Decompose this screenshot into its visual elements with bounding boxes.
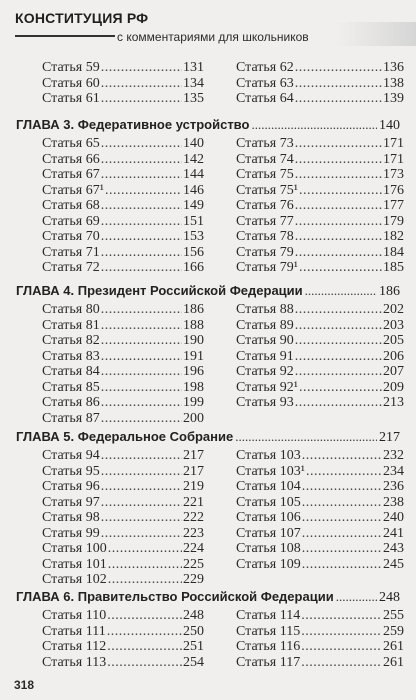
dot-leader [101, 510, 182, 525]
dot-leader [302, 479, 382, 494]
toc-entry [42, 655, 204, 670]
dot-leader [299, 380, 382, 395]
article-label: Статья 96 [42, 479, 100, 495]
article-label: Статья 67 [42, 167, 100, 183]
toc-entry [236, 464, 404, 479]
article-label: Статья 104 [236, 479, 301, 495]
dot-leader [301, 608, 382, 623]
toc-entry [236, 136, 404, 151]
article-page: 190 [183, 333, 204, 349]
running-header [0, 0, 416, 54]
dot-leader [101, 229, 182, 244]
article-label: Статья 79 [236, 244, 294, 260]
article-label: Статья 111 [42, 623, 106, 639]
article-page: 171 [383, 151, 404, 167]
article-page: 236 [383, 479, 404, 495]
header-shade [336, 22, 416, 46]
article-page: 146 [183, 182, 204, 198]
article-label: Статья 83 [42, 348, 100, 364]
article-page: 240 [383, 510, 404, 526]
dot-leader [306, 464, 382, 479]
article-page: 225 [183, 556, 204, 572]
toc-entry [236, 214, 404, 229]
article-label: Статья 105 [236, 494, 301, 510]
article-label: Статья 63 [236, 75, 294, 91]
dot-leader [101, 349, 182, 364]
article-page: 209 [383, 379, 404, 395]
book-title: КОНСТИТУЦИЯ РФ [15, 10, 149, 26]
article-label: Статья 92 [236, 364, 294, 380]
dot-leader [295, 229, 382, 244]
toc-entry [42, 557, 204, 572]
article-label: Статья 103 [236, 448, 301, 463]
dot-leader [295, 76, 382, 91]
article-page: 136 [383, 60, 404, 75]
dot-leader [251, 116, 377, 133]
toc-entry [42, 214, 204, 229]
toc-entry [42, 167, 204, 182]
page-number: 318 [14, 678, 35, 692]
dot-leader [295, 152, 382, 167]
dot-leader [302, 541, 382, 556]
dot-leader [101, 380, 182, 395]
article-label: Статья 98 [42, 510, 100, 526]
dot-leader [101, 60, 182, 75]
dot-leader [305, 282, 377, 299]
dot-leader [295, 60, 382, 75]
toc-entry [236, 624, 404, 639]
dot-leader [302, 495, 382, 510]
article-label: Статья 79¹ [236, 260, 298, 276]
article-page: 206 [383, 348, 404, 364]
article-page: 222 [183, 510, 204, 526]
chapter-page: 140 [379, 118, 400, 133]
toc-entry [236, 479, 404, 494]
article-label: Статья 112 [42, 639, 107, 655]
article-page: 196 [183, 364, 204, 380]
article-page: 248 [183, 608, 204, 623]
toc-entry [236, 260, 404, 275]
header-rule [15, 35, 115, 37]
article-page: 243 [383, 541, 404, 557]
article-page: 149 [183, 198, 204, 214]
dot-leader [295, 167, 382, 182]
toc-entry [236, 495, 404, 510]
article-label: Статья 74 [236, 151, 294, 167]
dot-leader [101, 318, 182, 333]
chapter-page: 248 [379, 590, 400, 605]
article-label: Статья 66 [42, 151, 100, 167]
toc-entry [42, 245, 204, 260]
chapter-title: ГЛАВА 5. Федеральное Собрание [16, 429, 234, 444]
article-page: 131 [183, 60, 204, 75]
toc-entry [42, 349, 204, 364]
toc-entry [42, 608, 204, 623]
toc-entry [236, 395, 404, 410]
article-page: 144 [183, 167, 204, 183]
toc-entry [42, 364, 204, 379]
dot-leader [302, 510, 382, 525]
article-page: 191 [183, 348, 204, 364]
article-page: 224 [183, 541, 204, 557]
article-page: 261 [383, 639, 404, 655]
article-label: Статья 106 [236, 510, 301, 526]
dot-leader [107, 624, 182, 639]
dot-leader [302, 526, 382, 541]
article-label: Статья 60 [42, 75, 100, 91]
article-label: Статья 77 [236, 213, 294, 229]
chapter-page: 186 [379, 284, 400, 299]
toc-entry [236, 91, 404, 106]
toc-entry [236, 229, 404, 244]
article-page: 188 [183, 317, 204, 333]
toc-entry [42, 183, 204, 198]
article-label: Статья 102 [42, 572, 107, 588]
dot-leader [301, 639, 382, 654]
article-page: 205 [383, 333, 404, 349]
article-label: Статья 88 [236, 302, 294, 317]
article-page: 198 [183, 379, 204, 395]
article-label: Статья 99 [42, 525, 100, 541]
article-page: 166 [183, 260, 204, 276]
article-page: 199 [183, 395, 204, 411]
article-label: Статья 107 [236, 525, 301, 541]
article-page: 219 [183, 479, 204, 495]
article-label: Статья 67¹ [42, 182, 104, 198]
article-label: Статья 85 [42, 379, 100, 395]
article-label: Статья 73 [236, 136, 294, 151]
article-page: 176 [383, 182, 404, 198]
dot-leader [101, 260, 182, 275]
toc-entry [42, 260, 204, 275]
article-label: Статья 71 [42, 244, 100, 260]
article-page: 171 [383, 136, 404, 151]
chapter-heading [16, 588, 400, 605]
article-label: Статья 108 [236, 541, 301, 557]
article-label: Статья 78 [236, 229, 294, 245]
dot-leader [101, 302, 182, 317]
article-label: Статья 72 [42, 260, 100, 276]
dot-leader [101, 411, 182, 426]
article-page: 238 [383, 494, 404, 510]
dot-leader [101, 526, 182, 541]
article-label: Статья 90 [236, 333, 294, 349]
dot-leader [299, 183, 382, 198]
article-page: 245 [383, 556, 404, 572]
article-label: Статья 81 [42, 317, 100, 333]
chapter-heading [16, 428, 400, 445]
article-label: Статья 103¹ [236, 463, 305, 479]
dot-leader [295, 136, 382, 151]
dot-leader [101, 136, 182, 151]
dot-leader [107, 639, 182, 654]
dot-leader [295, 333, 382, 348]
article-page: 203 [383, 317, 404, 333]
toc-entry [236, 349, 404, 364]
article-page: 261 [383, 654, 404, 670]
article-page: 217 [183, 448, 204, 463]
article-label: Статья 116 [236, 639, 301, 655]
chapter-heading [16, 116, 400, 133]
toc-entry [236, 526, 404, 541]
dot-leader [101, 245, 182, 260]
dot-leader [295, 349, 382, 364]
toc-entry [236, 510, 404, 525]
toc-entry [236, 541, 404, 556]
dot-leader [101, 464, 182, 479]
article-page: 200 [183, 410, 204, 426]
toc-entry [236, 167, 404, 182]
toc-entry [42, 198, 204, 213]
article-page: 259 [383, 623, 404, 639]
toc-entry [236, 152, 404, 167]
dot-leader [107, 608, 182, 623]
toc-entry [42, 526, 204, 541]
article-label: Статья 91 [236, 348, 294, 364]
article-page: 232 [383, 448, 404, 463]
article-page: 254 [183, 654, 204, 670]
dot-leader [101, 395, 182, 410]
article-label: Статья 64 [236, 91, 294, 107]
toc-entry [42, 541, 204, 556]
dot-leader [336, 588, 377, 605]
article-page: 153 [183, 229, 204, 245]
article-label: Статья 84 [42, 364, 100, 380]
article-page: 223 [183, 525, 204, 541]
dot-leader [301, 624, 382, 639]
dot-leader [295, 364, 382, 379]
dot-leader [108, 572, 182, 587]
article-page: 177 [383, 198, 404, 214]
toc-entry [236, 76, 404, 91]
dot-leader [101, 198, 182, 213]
article-label: Статья 97 [42, 494, 100, 510]
toc-entry [236, 302, 404, 317]
article-page: 173 [383, 167, 404, 183]
article-page: 184 [383, 244, 404, 260]
book-subtitle: с комментариями для школьников [117, 30, 309, 44]
toc-entry [236, 655, 404, 670]
article-page: 182 [383, 229, 404, 245]
toc-entry [42, 464, 204, 479]
dot-leader [295, 198, 382, 213]
toc-entry [42, 448, 204, 463]
article-label: Статья 95 [42, 463, 100, 479]
dot-leader [105, 183, 182, 198]
dot-leader [295, 214, 382, 229]
toc-entry [42, 395, 204, 410]
article-label: Статья 94 [42, 448, 100, 463]
article-page: 251 [183, 639, 204, 655]
article-page: 207 [383, 364, 404, 380]
article-label: Статья 114 [236, 608, 301, 623]
article-label: Статья 89 [236, 317, 294, 333]
article-page: 135 [183, 91, 204, 107]
dot-leader [101, 76, 182, 91]
toc-entry [236, 198, 404, 213]
toc-entry [42, 152, 204, 167]
article-page: 255 [383, 608, 404, 623]
article-label: Статья 69 [42, 213, 100, 229]
article-label: Статья 82 [42, 333, 100, 349]
article-label: Статья 100 [42, 541, 107, 557]
dot-leader [101, 167, 182, 182]
dot-leader [101, 479, 182, 494]
article-page: 139 [383, 91, 404, 107]
toc-entry [42, 572, 204, 587]
article-label: Статья 115 [236, 623, 301, 639]
article-page: 234 [383, 463, 404, 479]
article-page: 250 [183, 623, 204, 639]
article-label: Статья 113 [42, 654, 107, 670]
dot-leader [101, 152, 182, 167]
toc-entry [42, 91, 204, 106]
article-label: Статья 70 [42, 229, 100, 245]
article-label: Статья 75¹ [236, 182, 298, 198]
toc-entry [42, 136, 204, 151]
article-label: Статья 68 [42, 198, 100, 214]
dot-leader [101, 448, 182, 463]
toc-entry [236, 380, 404, 395]
dot-leader [295, 245, 382, 260]
dot-leader [299, 260, 382, 275]
article-label: Статья 109 [236, 556, 301, 572]
toc-entry [42, 510, 204, 525]
toc-entry [236, 448, 404, 463]
dot-leader [302, 448, 382, 463]
toc-entry [42, 639, 204, 654]
article-page: 202 [383, 302, 404, 317]
article-label: Статья 75 [236, 167, 294, 183]
article-page: 186 [183, 302, 204, 317]
toc-entry [236, 245, 404, 260]
article-page: 241 [383, 525, 404, 541]
article-label: Статья 86 [42, 395, 100, 411]
toc-entry [42, 479, 204, 494]
article-label: Статья 59 [42, 60, 100, 75]
toc-entry [42, 229, 204, 244]
article-page: 151 [183, 213, 204, 229]
article-page: 217 [183, 463, 204, 479]
dot-leader [101, 364, 182, 379]
article-page: 138 [383, 75, 404, 91]
toc-entry [42, 624, 204, 639]
article-label: Статья 117 [236, 654, 301, 670]
chapter-page: 217 [379, 430, 400, 445]
article-page: 221 [183, 494, 204, 510]
toc-entry [236, 333, 404, 348]
article-page: 142 [183, 151, 204, 167]
toc-entry [236, 639, 404, 654]
dot-leader [101, 495, 182, 510]
dot-leader [107, 655, 182, 670]
chapter-heading [16, 282, 400, 299]
chapter-title: ГЛАВА 4. Президент Российской Федерации [16, 283, 303, 298]
dot-leader [295, 318, 382, 333]
article-label: Статья 93 [236, 395, 294, 411]
chapter-title: ГЛАВА 6. Правительство Российской Федерации [16, 589, 334, 604]
dot-leader [108, 541, 182, 556]
article-page: 185 [383, 260, 404, 276]
toc-entry [42, 380, 204, 395]
toc-entry [236, 60, 404, 75]
dot-leader [295, 302, 382, 317]
dot-leader [301, 655, 382, 670]
article-label: Статья 61 [42, 91, 100, 107]
dot-leader [101, 91, 182, 106]
article-page: 179 [383, 213, 404, 229]
article-page: 134 [183, 75, 204, 91]
dot-leader [295, 395, 382, 410]
toc-entry [236, 318, 404, 333]
toc-entry [236, 183, 404, 198]
article-page: 156 [183, 244, 204, 260]
article-page: 140 [183, 136, 204, 151]
dot-leader [235, 428, 377, 445]
article-label: Статья 62 [236, 60, 294, 75]
article-label: Статья 101 [42, 556, 107, 572]
toc-entry [42, 411, 204, 426]
toc-entry [236, 364, 404, 379]
toc-entry [236, 608, 404, 623]
article-page: 213 [383, 395, 404, 411]
article-label: Статья 110 [42, 608, 107, 623]
dot-leader [302, 557, 382, 572]
toc-entry [42, 302, 204, 317]
toc-entry [42, 495, 204, 510]
toc-entry [42, 333, 204, 348]
toc-entry [236, 557, 404, 572]
article-label: Статья 80 [42, 302, 100, 317]
article-label: Статья 65 [42, 136, 100, 151]
toc-entry [42, 60, 204, 75]
dot-leader [108, 557, 182, 572]
toc-entry [42, 318, 204, 333]
article-label: Статья 92¹ [236, 379, 298, 395]
toc-entry [42, 76, 204, 91]
article-label: Статья 76 [236, 198, 294, 214]
article-label: Статья 87 [42, 410, 100, 426]
dot-leader [101, 214, 182, 229]
dot-leader [101, 333, 182, 348]
dot-leader [295, 91, 382, 106]
chapter-title: ГЛАВА 3. Федеративное устройство [16, 117, 250, 132]
article-page: 229 [183, 572, 204, 588]
